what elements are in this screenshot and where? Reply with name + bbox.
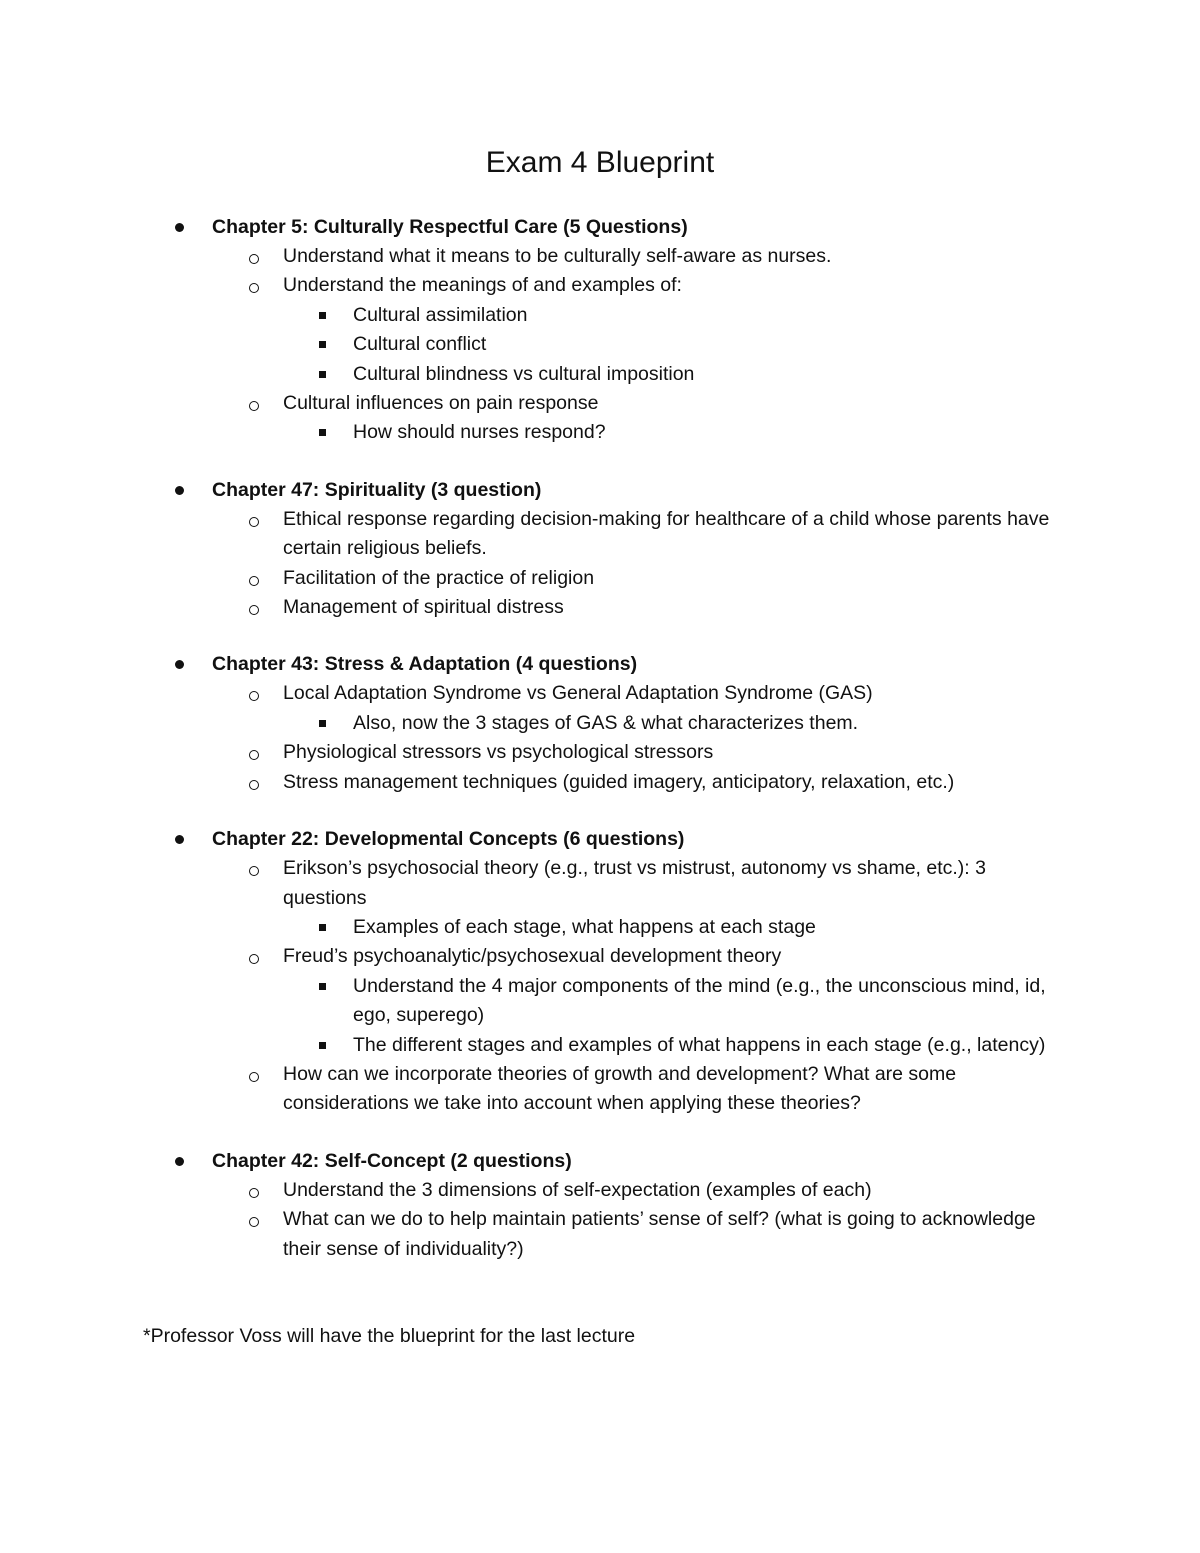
bullet-square-icon (319, 341, 326, 348)
bullet-square-icon (319, 371, 326, 378)
list-item-text: Facilitation of the practice of religion (283, 566, 595, 589)
list-item (0, 738, 1200, 767)
list-item (0, 505, 1200, 564)
chapter-heading (0, 475, 1200, 505)
list-item-text: Ethical response regarding decision-making for healthcare of a child whose parents have certain religious beliefs. (283, 507, 1050, 560)
sub-list-item-text: Cultural blindness vs cultural imposition (353, 362, 695, 385)
chapter-heading-text: Chapter 43: Stress & Adaptation (4 questions) (212, 653, 638, 676)
chapter-heading-text: Chapter 22: Developmental Concepts (6 questions) (212, 828, 685, 851)
list-item (0, 242, 1200, 271)
chapter-heading (0, 1146, 1200, 1176)
footnote: *Professor Voss will have the blueprint for the last lecture (143, 1325, 636, 1347)
list-item (0, 679, 1200, 708)
list-item (0, 1176, 1200, 1205)
chapter-heading (0, 212, 1200, 242)
list-item-text: Erikson’s psychosocial theory (e.g., trust vs mistrust, autonomy vs shame, etc.): 3 questions (283, 857, 986, 909)
chapter-heading-text: Chapter 42: Self-Concept (2 questions) (212, 1149, 572, 1172)
bullet-circle-icon (249, 1072, 259, 1082)
bullet-square-icon (319, 1042, 326, 1049)
bullet-square-icon (319, 429, 326, 436)
bullet-disc-icon (175, 486, 184, 495)
list-item-text: Management of spiritual distress (283, 596, 564, 619)
sub-list-item-text: Cultural conflict (353, 333, 487, 356)
list-item (0, 389, 1200, 418)
bullet-circle-icon (249, 576, 259, 586)
bullet-disc-icon (175, 660, 184, 669)
bullet-disc-icon (175, 223, 184, 232)
bullet-square-icon (319, 312, 326, 319)
sub-list-item (0, 1031, 1200, 1060)
bullet-disc-icon (175, 1157, 184, 1166)
list-item (0, 1060, 1200, 1119)
bullet-circle-icon (249, 1188, 259, 1198)
sub-list-item (0, 330, 1200, 359)
chapter-heading (0, 649, 1200, 679)
bullet-square-icon (319, 720, 326, 727)
sub-list-item (0, 913, 1200, 942)
list-item-text: Physiological stressors vs psychological stressors (283, 741, 714, 764)
bullet-circle-icon (249, 780, 259, 790)
list-item-text: Understand the meanings of and examples of: (283, 274, 682, 297)
bullet-square-icon (319, 983, 326, 990)
bullet-circle-icon (249, 283, 259, 293)
sub-list-item-text: Cultural assimilation (353, 303, 528, 326)
chapter-section (0, 212, 1200, 448)
list-item (0, 593, 1200, 622)
bullet-circle-icon (249, 605, 259, 615)
sub-list-item-text: Examples of each stage, what happens at each stage (353, 915, 816, 938)
sub-list-item (0, 360, 1200, 389)
sub-list-item-text: Also, now the 3 stages of GAS & what characterizes them. (353, 711, 859, 734)
list-item-text: Stress management techniques (guided imagery, anticipatory, relaxation, etc.) (283, 770, 955, 793)
sub-list-item-text: How should nurses respond? (353, 421, 606, 444)
chapter-section (0, 475, 1200, 623)
list-item (0, 564, 1200, 593)
list-item-text: Understand the 3 dimensions of self-expectation (examples of each) (283, 1178, 872, 1201)
list-item-text: Freud’s psychoanalytic/psychosexual development theory (283, 945, 782, 968)
bullet-square-icon (319, 924, 326, 931)
list-item (0, 942, 1200, 971)
chapter-heading (0, 824, 1200, 854)
list-item (0, 768, 1200, 797)
list-item (0, 1205, 1200, 1264)
list-item-text: Cultural influences on pain response (283, 392, 599, 415)
list-item (0, 854, 1200, 913)
list-item-text: Understand what it means to be culturally self-aware as nurses. (283, 245, 832, 267)
sub-list-item-text: The different stages and examples of what happens in each stage (e.g., latency) (353, 1033, 1046, 1056)
chapter-list (0, 212, 1200, 1291)
chapter-section (0, 1146, 1200, 1264)
bullet-circle-icon (249, 517, 259, 527)
sub-list-item (0, 418, 1200, 447)
chapter-section (0, 824, 1200, 1119)
chapter-heading-text: Chapter 5: Culturally Respectful Care (5 Questions) (212, 216, 688, 238)
sub-list-item (0, 972, 1200, 1031)
chapter-heading-text: Chapter 47: Spirituality (3 question) (212, 478, 542, 501)
bullet-circle-icon (249, 1217, 259, 1227)
list-item-text: Local Adaptation Syndrome vs General Adaptation Syndrome (GAS) (283, 682, 873, 705)
bullet-circle-icon (249, 691, 259, 701)
document-title: Exam 4 Blueprint (485, 146, 715, 179)
bullet-disc-icon (175, 835, 184, 844)
bullet-circle-icon (249, 254, 259, 264)
list-item-text: How can we incorporate theories of growth and development? What are some considerations we take into account when applying these theories? (283, 1062, 957, 1115)
chapter-section (0, 649, 1200, 797)
bullet-circle-icon (249, 750, 259, 760)
list-item (0, 271, 1200, 300)
bullet-circle-icon (249, 401, 259, 411)
sub-list-item-text: Understand the 4 major components of the mind (e.g., the unconscious mind, id, ego, superego) (353, 974, 1046, 1027)
sub-list-item (0, 301, 1200, 330)
sub-list-item (0, 709, 1200, 738)
bullet-circle-icon (249, 866, 259, 876)
bullet-circle-icon (249, 954, 259, 964)
list-item-text: What can we do to help maintain patients’ sense of self? (what is going to acknowledge their sense of individuality?) (283, 1208, 1036, 1260)
